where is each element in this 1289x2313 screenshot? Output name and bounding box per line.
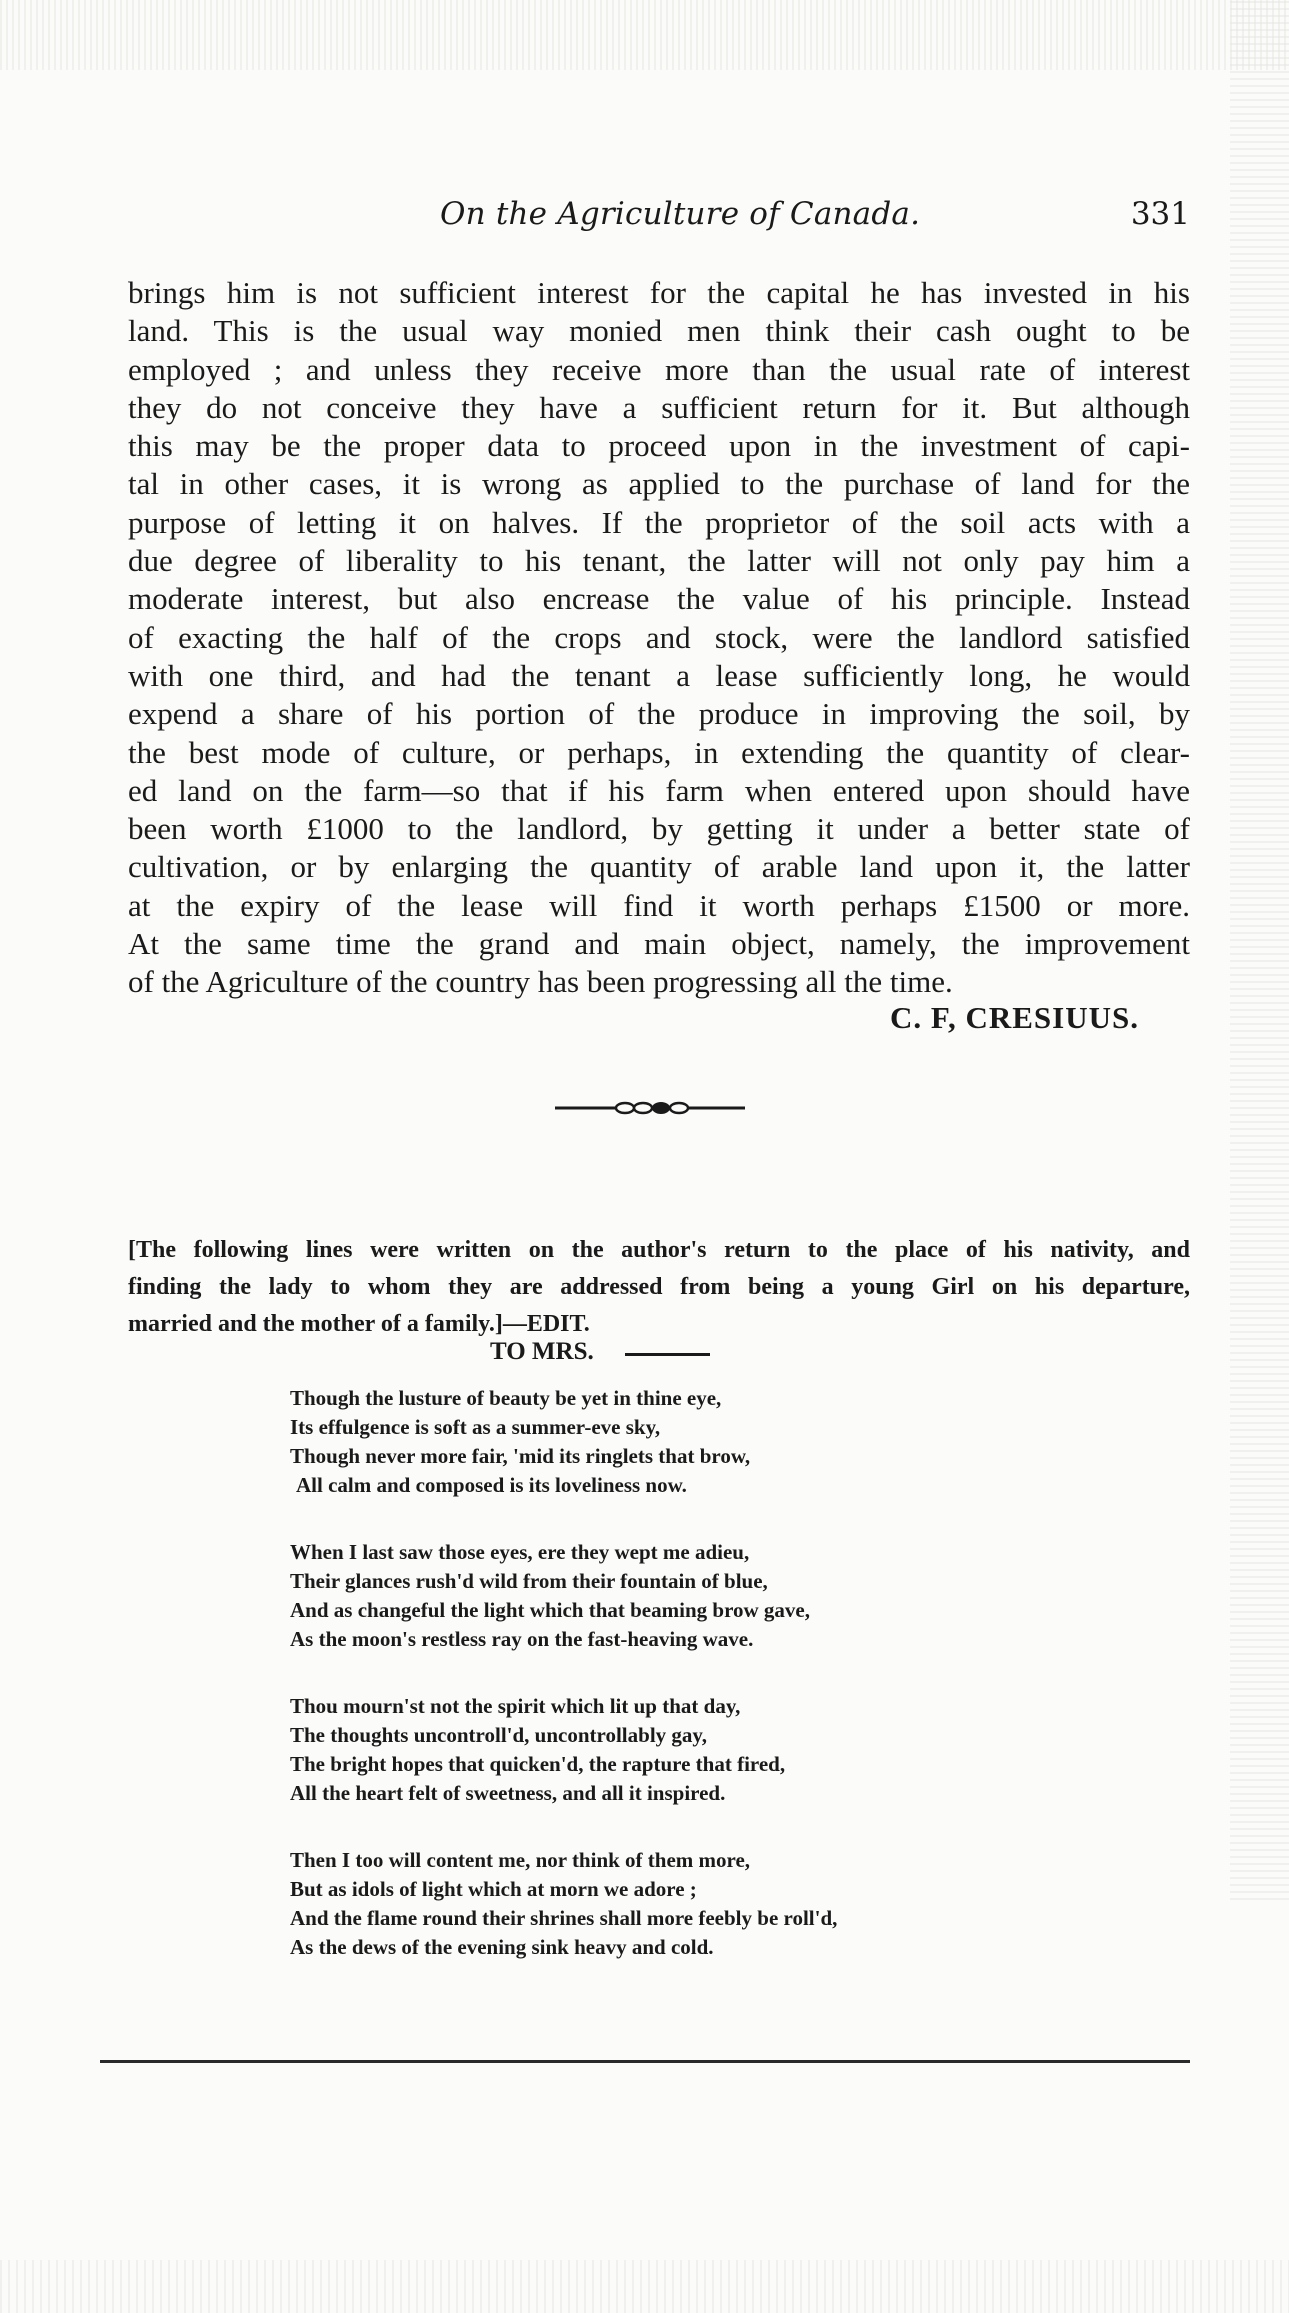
editor-note: [128, 1232, 1190, 1343]
editor-note-line: [The following lines were written on the author's return to the place of his nativity, and: [128, 1237, 1190, 1263]
poem-verse: But as idols of light which at morn we adore ;: [290, 1877, 697, 1901]
body-line: employed ; and unless they receive more than the usual rate of interest: [128, 351, 1190, 387]
poem-verse: The thoughts uncontroll'd, uncontrollably gay,: [290, 1723, 707, 1747]
poem-stanza: [290, 1692, 837, 1808]
poem-verse: All the heart felt of sweetness, and all it inspired.: [290, 1781, 726, 1805]
body-line: cultivation, or by enlarging the quantity of arable land upon it, the latter: [128, 849, 1190, 885]
body-line: expend a share of his portion of the produce in improving the soil, by: [128, 696, 1190, 732]
body-line: purpose of letting it on halves. If the proprietor of the soil acts with a: [128, 504, 1190, 540]
body-line: the best mode of culture, or perhaps, in extending the quantity of clear-: [128, 734, 1190, 770]
poem-verse: Though never more fair, 'mid its ringlets that brow,: [290, 1444, 751, 1468]
body-line: brings him is not sufficient interest for the capital he has invested in his: [128, 275, 1190, 310]
body-line: land. This is the usual way monied men think their cash ought to be: [128, 313, 1190, 349]
body-line: of exacting the half of the crops and stock, were the landlord satisfied: [128, 619, 1190, 655]
poem-verse: Its effulgence is soft as a summer-eve sky,: [290, 1415, 661, 1439]
poem-verse: All calm and composed is its loveliness now.: [296, 1473, 687, 1497]
body-line: tal in other cases, it is wrong as applied to the purchase of land for the: [128, 466, 1190, 502]
poem-verse: Then I too will content me, nor think of them more,: [290, 1848, 751, 1872]
editor-note-line: finding the lady to whom they are addressed from being a young Girl on his departure,: [128, 1274, 1190, 1300]
body-line: ed land on the farm—so that if his farm when entered upon should have: [128, 772, 1190, 808]
running-title: On the Agriculture of Canada.: [440, 196, 921, 232]
body-line: At the same time the grand and main object, namely, the improvement: [128, 926, 1190, 962]
poem-title: TO MRS.: [490, 1338, 594, 1365]
scan-noise-top: [0, 0, 1289, 70]
body-line: been worth £1000 to the landlord, by getting it under a better state of: [128, 811, 1190, 847]
author-signature: C. F, CRESIUUS.: [890, 1000, 1139, 1035]
article-body: [128, 274, 1190, 1002]
poem-verse: Their glances rush'd wild from their fountain of blue,: [290, 1569, 768, 1593]
poem-verse: The bright hopes that quicken'd, the rapture that fired,: [290, 1752, 786, 1776]
poem-stanza: [290, 1846, 837, 1962]
ornamental-divider-icon: [555, 1098, 745, 1118]
poem-verse: And as changeful the light which that beaming brow gave,: [290, 1598, 810, 1622]
poem-verse: Though the lusture of beauty be yet in thine eye,: [290, 1386, 722, 1410]
body-line: of the Agriculture of the country has been progressing all the time.: [128, 964, 953, 1000]
page-header: [130, 196, 1190, 240]
body-line: due degree of liberality to his tenant, the latter will not only pay him a: [128, 543, 1190, 579]
scan-noise-right: [1230, 0, 1289, 1900]
poem-verse: And the flame round their shrines shall more feebly be roll'd,: [290, 1906, 838, 1930]
body-line: this may be the proper data to proceed upon in the investment of capi-: [128, 428, 1190, 464]
poem-verse: Thou mourn'st not the spirit which lit up that day,: [290, 1694, 741, 1718]
poem-stanza: [290, 1384, 837, 1500]
poem-title-blank-rule: [625, 1353, 710, 1356]
editor-note-line: married and the mother of a family.]—EDIT.: [128, 1311, 590, 1337]
body-line: with one third, and had the tenant a lease sufficiently long, he would: [128, 657, 1190, 693]
poem-stanza: [290, 1538, 837, 1654]
body-line: moderate interest, but also encrease the value of his principle. Instead: [128, 581, 1190, 617]
body-line: they do not conceive they have a sufficient return for it. But although: [128, 389, 1190, 425]
body-line: at the expiry of the lease will find it worth perhaps £1500 or more.: [128, 887, 1190, 923]
poem-verse: As the dews of the evening sink heavy and cold.: [290, 1935, 714, 1959]
scan-noise-bottom: [0, 2260, 1289, 2313]
poem-verse: As the moon's restless ray on the fast-heaving wave.: [290, 1627, 754, 1651]
poem-verse: When I last saw those eyes, ere they wept me adieu,: [290, 1540, 750, 1564]
page-number: 331: [1130, 196, 1190, 232]
poem: [290, 1384, 837, 2000]
footnote-rule: [100, 2060, 1190, 2063]
